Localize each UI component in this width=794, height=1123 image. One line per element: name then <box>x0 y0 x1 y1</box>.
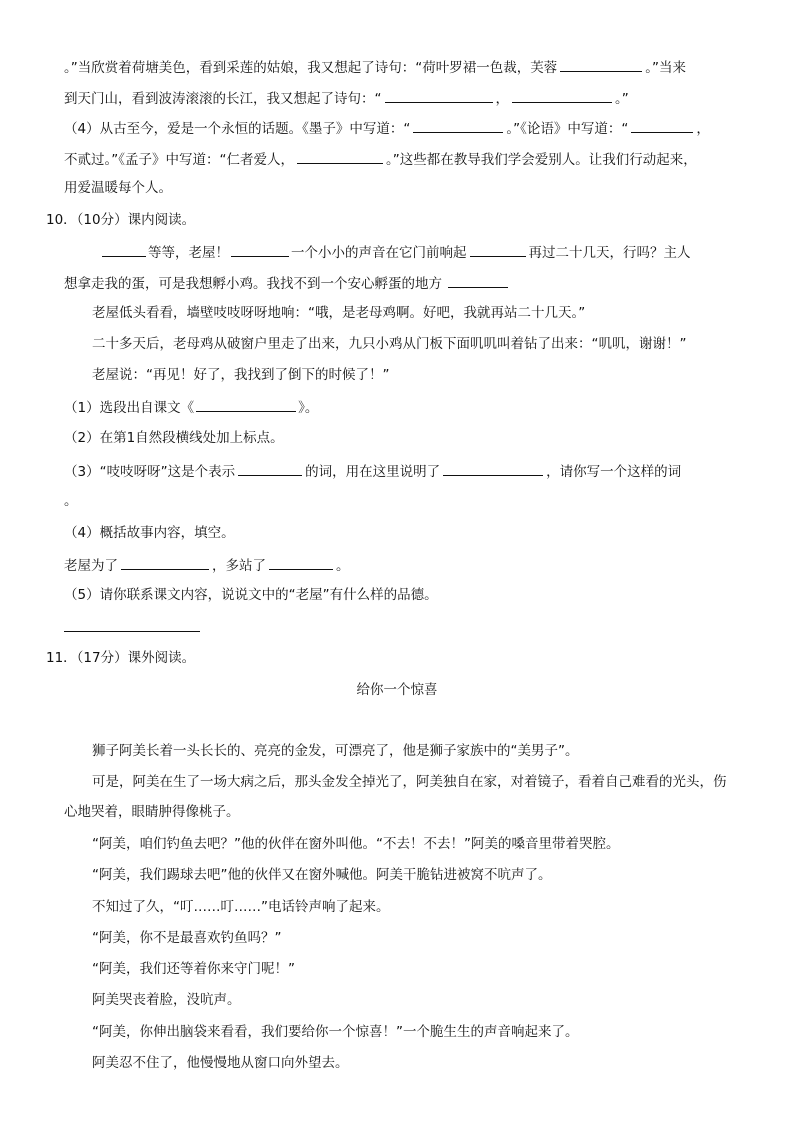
answer-line[interactable] <box>64 631 200 632</box>
answer-blank[interactable] <box>470 241 526 257</box>
answer-blank[interactable] <box>512 87 612 103</box>
answer-blank[interactable] <box>121 554 209 570</box>
q11-passage-p4: “阿美，我们踢球去吧”他的伙伴又在窗外喊他。阿美干脆钻进被窝不吭声了。 <box>92 867 552 883</box>
q10-sub-1: （1）选段出自课文《 》。 <box>64 396 318 418</box>
q10-passage-p3: 二十多天后，老母鸡从破窗户里走了出来，九只小鸡从门板下面叽叽叫着钻了出来：“叽叽，谢谢！” <box>92 336 687 352</box>
q11-passage-p9: “阿美，你伸出脑袋来看看，我们要给你一个惊喜！”一个脆生生的声音响起来了。 <box>92 1024 579 1040</box>
q11-passage-p1: 狮子阿美长着一头长长的、亮亮的金发，可漂亮了，他是狮子家族中的“美男子”。 <box>92 743 579 759</box>
q11-passage-p8: 阿美哭丧着脸，没吭声。 <box>92 992 241 1008</box>
answer-blank[interactable] <box>385 87 493 103</box>
q10-sub-3-cont: 。 <box>64 493 78 509</box>
answer-blank[interactable] <box>297 148 383 164</box>
q10-sub-5: （5）请你联系课文内容，说说文中的“老屋”有什么样的品德。 <box>64 587 438 603</box>
answer-blank[interactable] <box>238 460 302 476</box>
answer-blank[interactable] <box>443 460 543 476</box>
q9-line-1: 。”当欣赏着荷塘美色，看到采莲的姑娘，我又想起了诗句：“荷叶罗裙一色裁，芙蓉 。”当来 <box>64 56 686 78</box>
q11-header: 11．（17分）课外阅读。 <box>46 650 196 666</box>
answer-blank[interactable] <box>560 56 642 72</box>
q10-passage-p1: 等等，老屋！ 一个小小的声音在它门前响起 再过二十几天，行吗？主人 <box>102 241 691 263</box>
q9-line-4: 不贰过。”《孟子》中写道：“仁者爱人， 。”这些都在教导我们学会爱别人。让我们行动起来， <box>64 148 697 170</box>
q11-passage-p7: “阿美，我们还等着你来守门呢！” <box>92 961 295 977</box>
q11-passage-p2-cont: 心地哭着，眼睛肿得像桃子。 <box>64 804 240 820</box>
q11-passage-p5: 不知过了久，“叮……叮……”电话铃声响了起来。 <box>92 899 390 915</box>
q9-line-2: 到天门山，看到波涛滚滚的长江，我又想起了诗句：“ ， 。” <box>64 87 629 109</box>
q11-passage-p2: 可是，阿美在生了一场大病之后，那头金发全掉光了，阿美独自在家，对着镜子，看着自己难看的光头，伤 <box>92 774 727 790</box>
answer-blank[interactable] <box>413 117 503 133</box>
answer-blank[interactable] <box>269 554 333 570</box>
answer-blank[interactable] <box>196 396 296 412</box>
q10-sub-2: （2）在第1自然段横线处加上标点。 <box>64 430 284 446</box>
q11-passage-p3: “阿美，咱们钓鱼去吧？”他的伙伴在窗外叫他。“不去！不去！”阿美的嗓音里带着哭腔。 <box>92 836 620 852</box>
q10-passage-p2: 老屋低头看看，墙壁吱吱呀呀地响：“哦，是老母鸡啊。好吧，我就再站二十几天。” <box>92 305 586 321</box>
q10-sub-4-fill: 老屋为了 ，多站了 。 <box>64 554 350 576</box>
q9-line-5: 用爱温暖每个人。 <box>64 180 172 196</box>
q10-passage-p1-cont: 想拿走我的蛋，可是我想孵小鸡。我找不到一个安心孵蛋的地方 <box>64 272 508 294</box>
q10-header: 10．（10分）课内阅读。 <box>46 212 196 228</box>
answer-blank[interactable] <box>631 117 693 133</box>
q11-passage-p6: “阿美，你不是最喜欢钓鱼吗？” <box>92 930 282 946</box>
q10-sub-3: （3）“吱吱呀呀”这是个表示 的词，用在这里说明了 ，请你写一个这样的词 <box>64 460 681 482</box>
q10-passage-p4: 老屋说：“再见！好了，我找到了倒下的时候了！” <box>92 367 390 383</box>
answer-blank[interactable] <box>448 272 508 288</box>
passage-title: 给你一个惊喜 <box>356 682 438 698</box>
answer-blank[interactable] <box>231 241 289 257</box>
q11-passage-p10: 阿美忍不住了，他慢慢地从窗口向外望去。 <box>92 1055 349 1071</box>
answer-blank[interactable] <box>102 241 146 257</box>
q9-line-3: （4）从古至今，爱是一个永恒的话题。《墨子》中写道：“ 。”《论语》中写道：“ ， <box>64 117 710 139</box>
q10-sub-4: （4）概括故事内容，填空。 <box>64 525 235 541</box>
